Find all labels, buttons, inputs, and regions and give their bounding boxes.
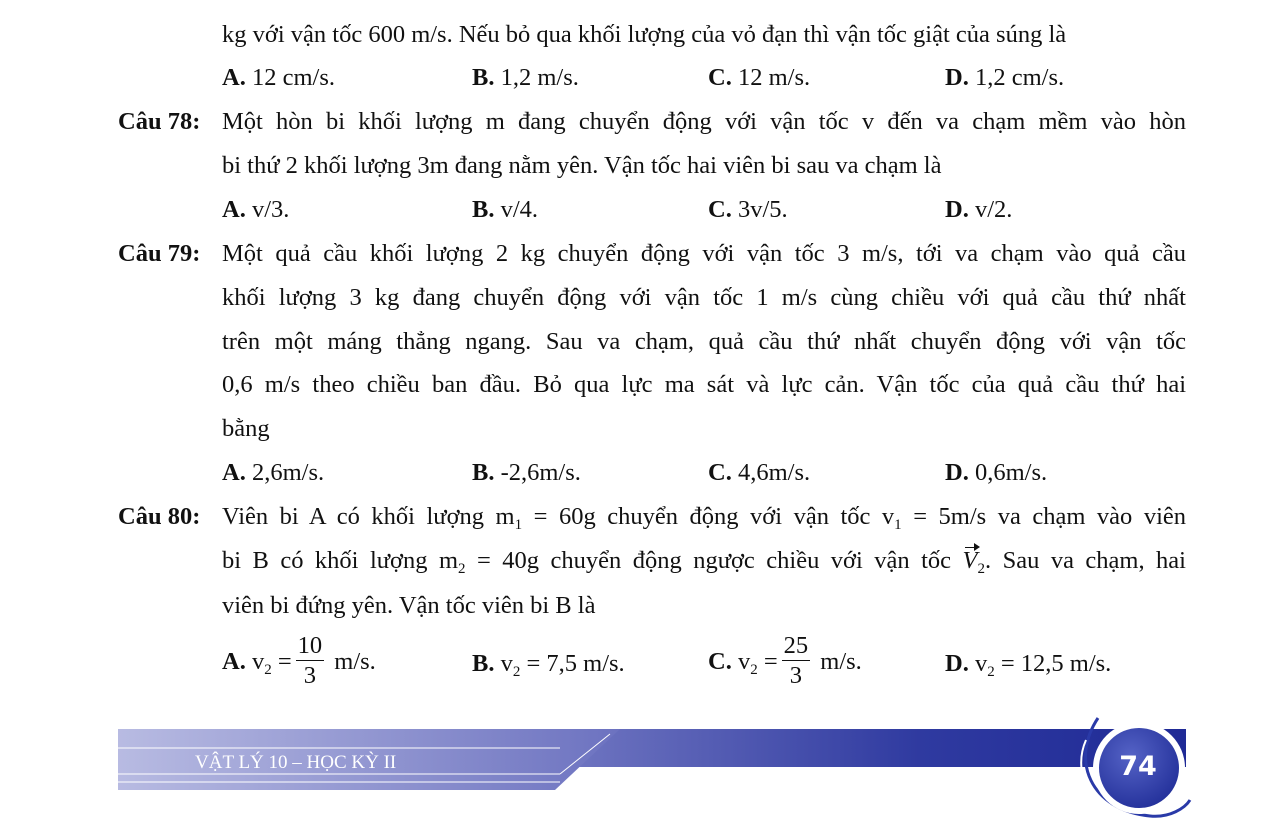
question-78-number: Câu 78: — [118, 108, 201, 135]
question-79-line-2: khối lượng 3 kg đang chuyển động với vận tốc 1 m/s cùng chiều với quả cầu thứ nhất — [222, 284, 1186, 311]
question-78-line-1: Một hòn bi khối lượng m đang chuyển động với vận tốc v đến va chạm mềm vào hòn — [222, 108, 1186, 135]
question-78-option-d: D. v/2. — [945, 196, 1013, 223]
question-78-option-a: A. v/3. — [222, 196, 290, 223]
question-77-option-b: B. 1,2 m/s. — [472, 64, 579, 91]
question-78-option-b: B. v/4. — [472, 196, 539, 223]
question-77-option-c: C. 12 m/s. — [708, 64, 811, 91]
question-80-option-c: C. $v_2$ = $\frac{25}{3}$ m/s. — [708, 632, 862, 689]
fraction: $\frac{25}{3}$ — [783, 632, 809, 689]
question-79-line-3: trên một máng thẳng ngang. Sau va chạm, quả cầu thứ nhất chuyển động với vận tốc — [222, 328, 1186, 355]
question-80-line-3: viên bi đứng yên. Vận tốc viên bi B là — [222, 592, 596, 619]
question-77-option-d: D. 1,2 cm/s. — [945, 64, 1065, 91]
question-79-option-b: B. -2,6m/s. — [472, 459, 581, 486]
question-78-option-c: C. 3v/5. — [708, 196, 788, 223]
page-number: 74 — [1119, 751, 1157, 782]
question-79-line-1: Một quả cầu khối lượng 2 kg chuyển động với vận tốc 3 m/s, tới va chạm vào quả cầu — [222, 240, 1186, 267]
fraction: $\frac{10}{3}$ — [297, 632, 323, 689]
question-79-line-5: bằng — [222, 415, 270, 442]
question-77-option-a: A. 12 cm/s. — [222, 64, 335, 91]
question-80-option-b: B. $v_2 = 7,5$ m/s. — [472, 650, 625, 680]
question-80-option-d: D. $v_2 = 12,5$ m/s. — [945, 650, 1112, 680]
question-79-option-c: C. 4,6m/s. — [708, 459, 811, 486]
question-79-option-d: D. 0,6m/s. — [945, 459, 1048, 486]
question-79-number: Câu 79: — [118, 240, 201, 267]
footer-band — [0, 700, 1275, 822]
question-78-line-2: bi thứ 2 khối lượng 3m đang nằm yên. Vận tốc hai viên bi sau va chạm là — [222, 152, 942, 179]
question-79-line-4: 0,6 m/s theo chiều ban đầu. Bỏ qua lực ma sát và lực cản. Vận tốc của quả cầu thứ hai — [222, 371, 1186, 398]
question-80-number: Câu 80: — [118, 503, 201, 530]
vector-v2-symbol: V — [962, 547, 978, 574]
question-79-option-a: A. 2,6m/s. — [222, 459, 325, 486]
question-80-line-1: Viên bi A có khối lượng $m_1 = 60g$ chuyển động với vận tốc $v_1 = 5m/s$ va chạm vào viên — [222, 503, 1186, 533]
question-77-text-tail: kg với vận tốc 600 m/s. Nếu bỏ qua khối lượng của vỏ đạn thì vận tốc giật của súng là — [222, 21, 1067, 48]
question-80-option-a: A. $v_2$ = $\frac{10}{3}$ m/s. — [222, 632, 376, 689]
footer-title: VẬT LÝ 10 – HỌC KỲ II — [195, 752, 397, 773]
question-80-line-2: bi B có khối lượng $m_2 = 40g$ chuyển động ngược chiều với vận tốc $V_2$. Sau va chạm, hai — [222, 547, 1186, 577]
